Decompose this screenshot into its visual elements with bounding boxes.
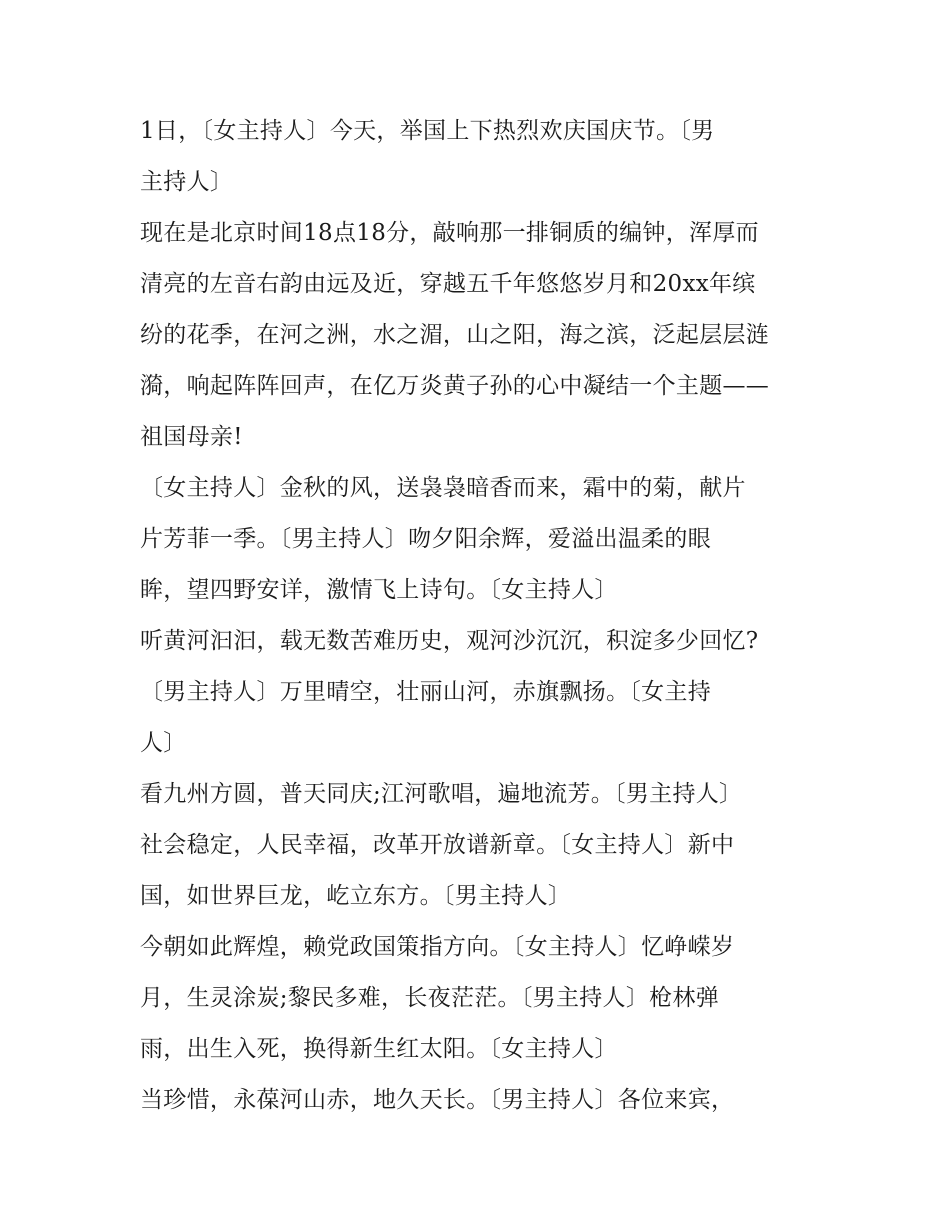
text-line: 现在是北京时间18点18分，敲响那一排铜质的编钟，浑厚而 (140, 220, 759, 246)
text-line: 国，如世界巨龙，屹立东方。〔男主持人〕 (140, 883, 572, 909)
text-line: 1日，〔女主持人〕今天，举国上下热烈欢庆国庆节。〔男 (140, 118, 715, 144)
text-line: 漪，响起阵阵回声，在亿万炎黄子孙的心中凝结一个主题—— (140, 373, 770, 399)
text-line: 月，生灵涂炭;黎民多难，长夜茫茫。〔男主持人〕枪林弹 (140, 985, 720, 1011)
text-line: 〔女主持人〕金秋的风，送袅袅暗香而来，霜中的菊，献片 (140, 475, 746, 501)
text-line: 眸，望四野安详，激情飞上诗句。〔女主持人〕 (140, 577, 618, 603)
text-line: 主持人〕 (140, 169, 234, 195)
text-line: 看九州方圆，普天同庆;江河歌唱，遍地流芳。〔男主持人〕 (140, 781, 743, 807)
text-line: 片芳菲一季。〔男主持人〕吻夕阳余辉，爱溢出温柔的眼 (140, 526, 711, 552)
text-line: 听黄河汩汩，载无数苦难历史，观河沙沉沉，积淀多少回忆? (140, 628, 759, 654)
text-line: 当珍惜，永葆河山赤，地久天长。〔男主持人〕各位来宾， (140, 1087, 735, 1113)
text-line: 今朝如此辉煌，赖党政国策指方向。〔女主持人〕忆峥嵘岁 (140, 934, 735, 960)
text-line: 清亮的左音右韵由远及近，穿越五千年悠悠岁月和20xx年缤 (140, 271, 756, 297)
text-line: 祖国母亲! (140, 424, 243, 450)
text-line: 雨，出生入死，换得新生红太阳。〔女主持人〕 (140, 1036, 618, 1062)
text-line: 人〕 (140, 730, 187, 756)
text-line: 〔男主持人〕万里晴空，壮丽山河，赤旗飘扬。〔女主持 (140, 679, 711, 705)
text-line: 纷的花季，在河之洲，水之湄，山之阳，海之滨，泛起层层涟 (140, 322, 770, 348)
document-body (140, 106, 830, 1126)
text-line: 社会稳定，人民幸福，改革开放谱新章。〔女主持人〕新中 (140, 832, 735, 858)
